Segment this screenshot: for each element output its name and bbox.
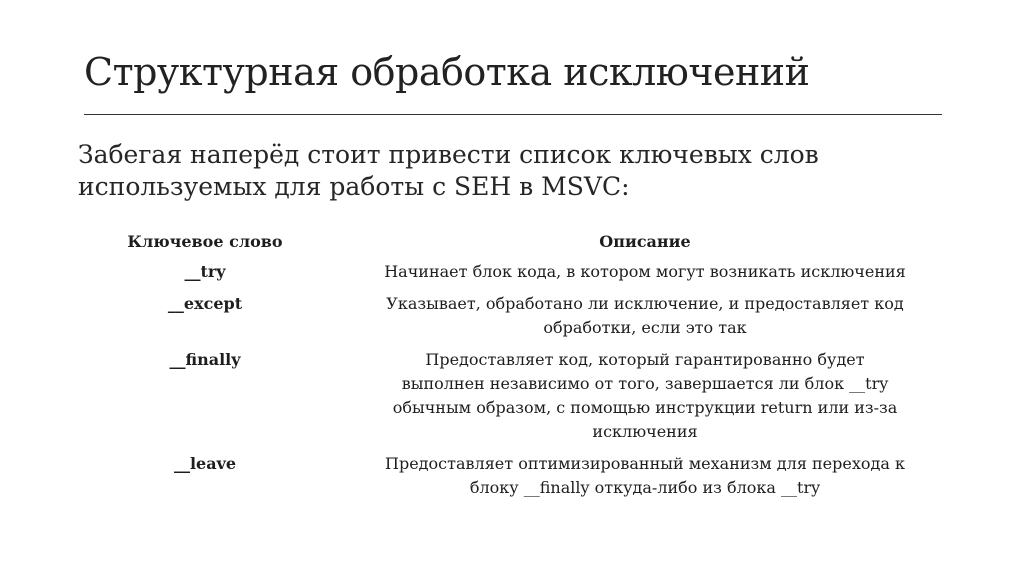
description-cell	[324, 260, 958, 292]
keyword-cell: __except	[167, 294, 243, 313]
description-line: исключения	[592, 422, 698, 441]
header-description: Описание	[599, 232, 691, 251]
intro-paragraph	[78, 139, 958, 203]
table-header-row	[86, 230, 958, 260]
slide-title: Структурная обработка исключений	[84, 50, 810, 94]
keyword-cell: __try	[184, 262, 226, 281]
title-divider	[84, 114, 942, 115]
keyword-cell: __finally	[169, 350, 241, 369]
description-line: обработки, если это так	[543, 318, 747, 337]
table-row	[86, 452, 958, 508]
description-line: выполнен независимо от того, завершается ли блок __try	[401, 374, 889, 393]
description-line: Указывает, обработано ли исключение, и предоставляет код	[386, 294, 904, 313]
description-cell	[324, 292, 958, 348]
description-line: Предоставляет оптимизированный механизм для перехода к	[385, 454, 905, 473]
description-line: Предоставляет код, который гарантированно будет	[425, 350, 865, 369]
keyword-cell: __leave	[173, 454, 237, 473]
keywords-table	[86, 230, 958, 508]
description-cell	[324, 452, 958, 508]
table-row	[86, 348, 958, 452]
header-keyword: Ключевое слово	[127, 232, 283, 251]
intro-line: используемых для работы с SEH в MSVC:	[78, 172, 630, 201]
table-row	[86, 260, 958, 292]
description-line: обычным образом, с помощью инструкции return или из-за	[392, 398, 898, 417]
description-line: Начинает блок кода, в котором могут возникать исключения	[384, 262, 906, 281]
intro-line: Забегая наперёд стоит привести список ключевых слов	[78, 140, 819, 169]
description-line: блоку __finally откуда-либо из блока __try	[469, 478, 821, 497]
table-row	[86, 292, 958, 348]
description-cell	[324, 348, 958, 452]
